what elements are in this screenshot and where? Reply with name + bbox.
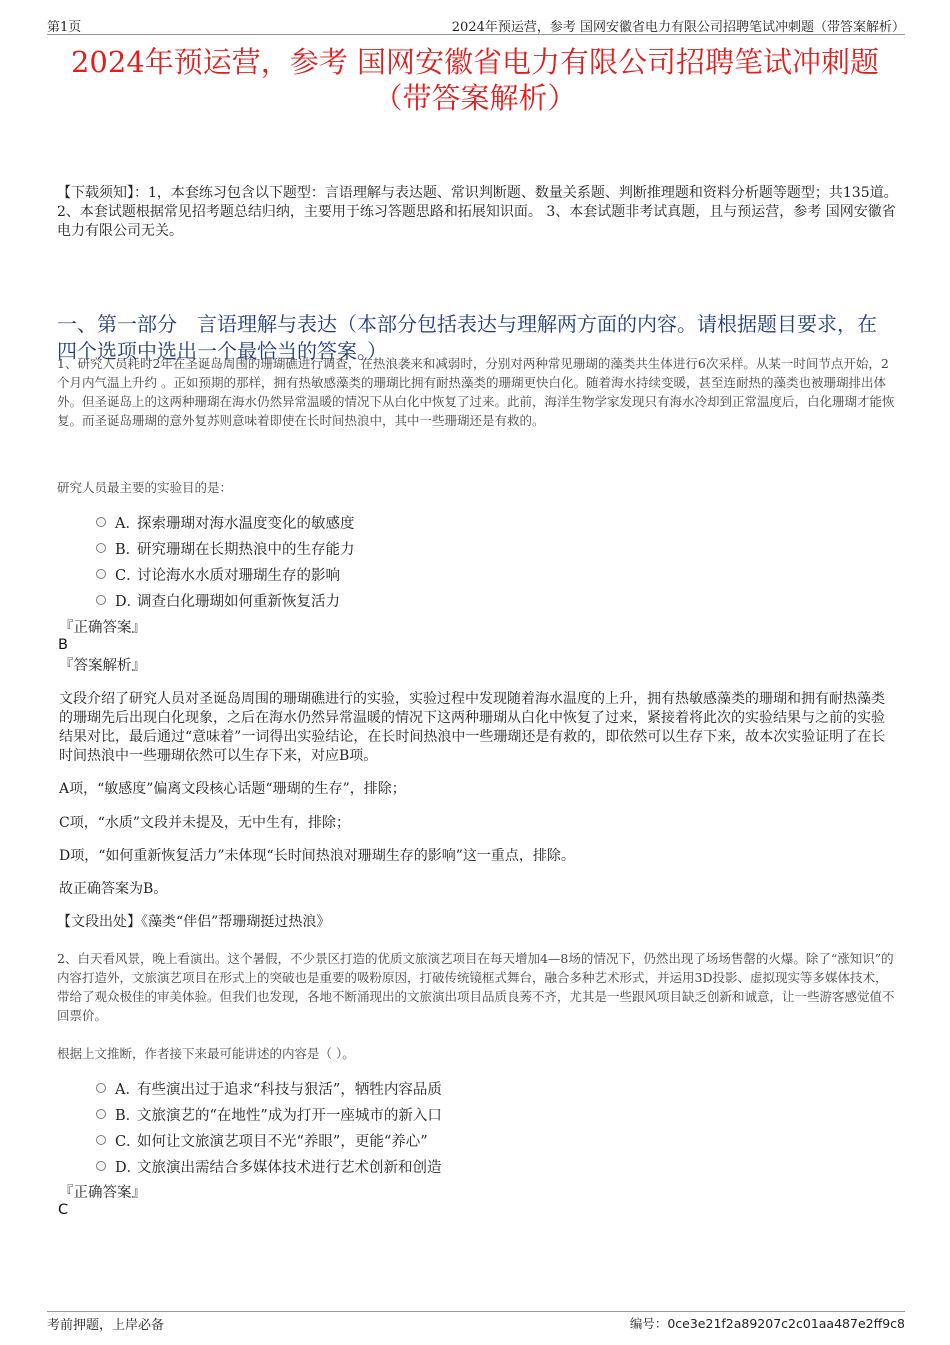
page-header: [47, 14, 905, 35]
radio-icon[interactable]: [96, 1083, 106, 1093]
analysis-label: 『答案解析』: [59, 658, 146, 674]
page-footer: [47, 1311, 905, 1332]
radio-icon[interactable]: [96, 1161, 106, 1171]
option-d[interactable]: D． 调查白化珊瑚如何重新恢复活力: [96, 587, 355, 613]
question-2-options: [96, 1075, 442, 1179]
analysis-conclusion: 故正确答案为B。: [59, 881, 168, 897]
header-doc-title: 2024年预运营，参考 国网安徽省电力有限公司招聘笔试冲刺题（带答案解析）: [451, 20, 905, 35]
option-a[interactable]: A． 探索珊瑚对海水温度变化的敏感度: [96, 509, 355, 535]
question-1-text: 1、研究人员耗时2年在圣诞岛周围的珊瑚礁进行调查，在热浪袭来和减弱时，分别对两种常见珊瑚的藻类共生体进行6次采样。从某一时间节点开始，2个月内气温上升约 。正如预期的那样，拥有热敏感藻类的珊瑚比拥有耐热藻类的珊瑚更快白化。随着海水持续变暖，甚至连耐热的藻类也被珊瑚排出体外。但圣诞岛上的这两种珊瑚在海水仍然异常温暖的情况下从白化中恢复了过来。此前，海洋生物学家发现只有海水冷却到正常温度后，白化珊瑚才能恢复。而圣诞岛珊瑚的意外复苏则意味着即使在长时间热浪中，其中一些珊瑚还是有救的。: [57, 356, 895, 428]
document-id: 编号：0ce3e21f2a89207c2c01aa487e2ff9c8: [629, 1316, 905, 1331]
answer-value: B: [58, 637, 68, 653]
radio-icon[interactable]: [96, 1135, 106, 1145]
answer-value: C: [58, 1202, 69, 1218]
document-title-line1: 2024年预运营，参考 国网安徽省电力有限公司招聘笔试冲刺题: [70, 45, 880, 79]
analysis-note-a: A项，“敏感度”偏离文段核心话题“珊瑚的生存”，排除；: [59, 781, 406, 797]
document-title: [30, 44, 920, 116]
footer-slogan: 考前押题，上岸必备: [47, 1318, 165, 1333]
question-1-options: [96, 509, 355, 613]
option-c[interactable]: C． 如何让文旅演艺项目不光“养眼”，更能“养心”: [96, 1127, 442, 1153]
page-number: 第1页: [47, 20, 82, 35]
radio-icon[interactable]: [96, 517, 106, 527]
option-b[interactable]: B． 文旅演艺的“在地性”成为打开一座城市的新入口: [96, 1101, 442, 1127]
download-notice: 【下载须知】：1，本套练习包含以下题型：言语理解与表达题、常识判断题、数量关系题、判断推理题和资料分析题等题型；共135道。 2、本套试题根据常见招考题总结归纳，主要用于练习答题思路和拓展知识面。 3、本套试题非考试真题，且与预运营，参考 国网安徽省电力有限公司无关。: [57, 185, 898, 239]
analysis-note-d: D项，“如何重新恢复活力”未体现“长时间热浪对珊瑚生存的影响”这一重点，排除。: [59, 848, 575, 864]
radio-icon[interactable]: [96, 543, 106, 553]
radio-icon[interactable]: [96, 1109, 106, 1119]
option-b[interactable]: B． 研究珊瑚在长期热浪中的生存能力: [96, 535, 355, 561]
analysis-text: 文段介绍了研究人员对圣诞岛周围的珊瑚礁进行的实验，实验过程中发现随着海水温度的上升，拥有热敏感藻类的珊瑚和拥有耐热藻类的珊瑚先后出现白化现象，之后在海水仍然异常温暖的情况下这两种珊瑚从白化中恢复了过来，紧接着将此次的实验结果与之前的实验结果对比，最后通过“意味着”一词得出实验结论，在长时间热浪中一些珊瑚还是有救的，即依然可以生存下来，故本次实验证明了在长时间热浪中一些珊瑚依然可以生存下来，对应B项。: [59, 691, 886, 764]
analysis-note-c: C项，“水质”文段并未提及，无中生有，排除；: [59, 815, 351, 831]
question-1-prompt: 研究人员最主要的实验目的是：: [57, 480, 233, 495]
section-title: 一、第一部分 言语理解与表达（本部分包括表达与理解两方面的内容。请根据题目要求，在四个选项中选出一个最恰当的答案。）: [57, 312, 877, 363]
option-c[interactable]: C． 讨论海水水质对珊瑚生存的影响: [96, 561, 355, 587]
option-d[interactable]: D． 文旅演出需结合多媒体技术进行艺术创新和创造: [96, 1153, 442, 1179]
document-title-line2: （带答案解析）: [373, 81, 577, 115]
question-2-text: 2、白天看风景，晚上看演出。这个暑假，不少景区打造的优质文旅演艺项目在每天增加4—8场的情况下，仍然出现了场场售罄的火爆。除了“涨知识”的内容打造外，文旅演艺项目在形式上的突破也是重要的吸粉原因，打破传统镜框式舞台，融合多种艺术形式，并运用3D投影、虚拟现实等多媒体技术，带给了观众极佳的审美体验。但我们也发现，各地不断涌现出的文旅演出项目品质良莠不齐，尤其是一些跟风项目缺乏创新和诚意，让一些游客感觉值不回票价。: [57, 951, 895, 1023]
answer-label: 『正确答案』: [59, 1185, 146, 1201]
answer-label: 『正确答案』: [59, 620, 146, 636]
option-a[interactable]: A． 有些演出过于追求“科技与狠活”，牺牲内容品质: [96, 1075, 442, 1101]
radio-icon[interactable]: [96, 569, 106, 579]
source-citation: 【文段出处】《藻类“伴侣”帮珊瑚挺过热浪》: [57, 914, 331, 930]
question-2-prompt: 根据上文推断，作者接下来最可能讲述的内容是（ ）。: [57, 1046, 355, 1061]
radio-icon[interactable]: [96, 595, 106, 605]
